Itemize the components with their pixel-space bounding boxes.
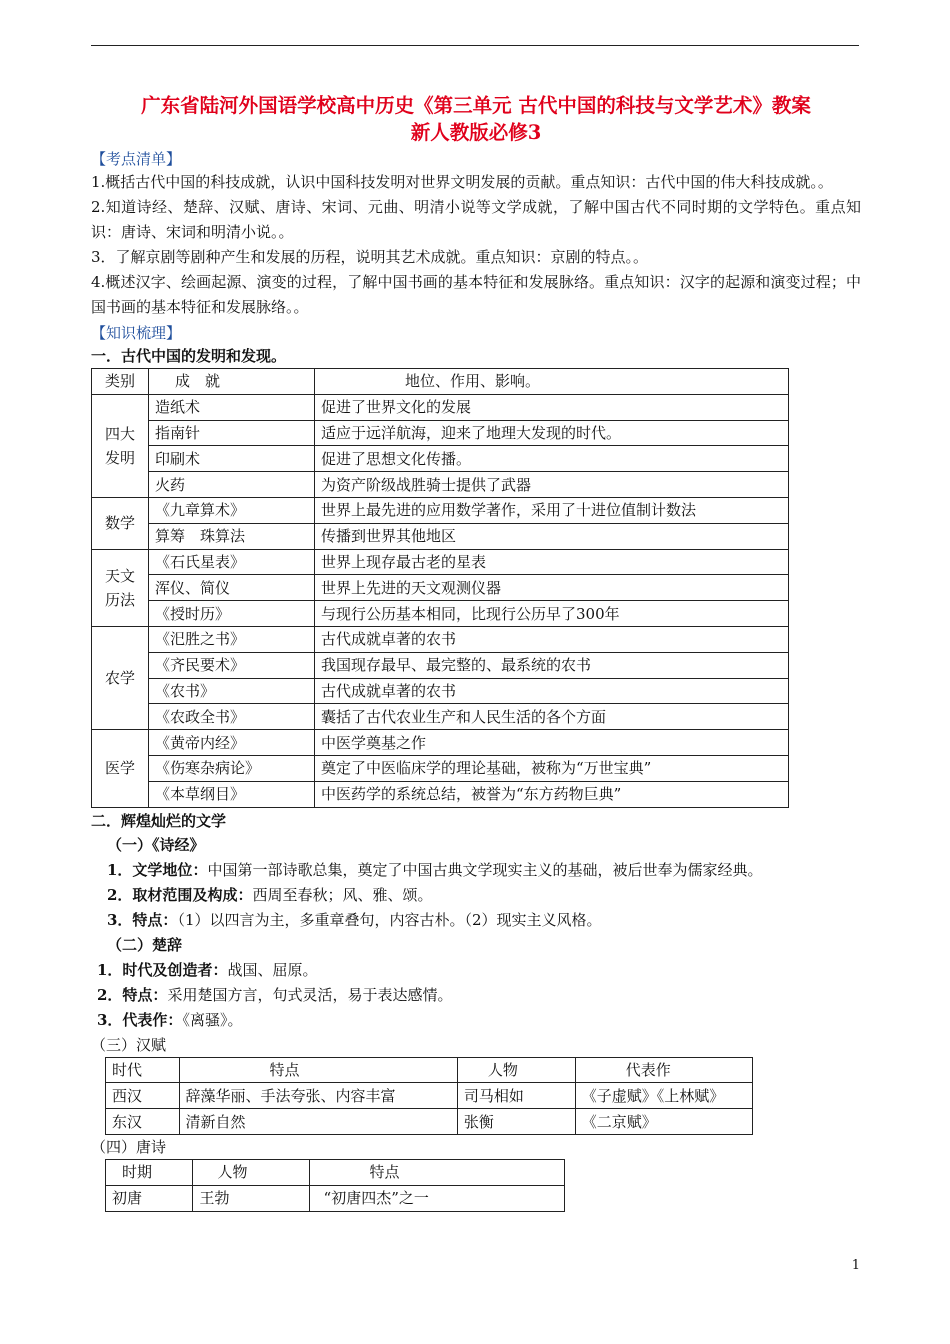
header-rule bbox=[91, 45, 859, 46]
shijing-item-label: 3．特点： bbox=[107, 910, 178, 929]
document-title-line1: 广东省陆河外国语学校高中历史《第三单元 古代中国的科技与文学艺术》教案 bbox=[141, 94, 811, 117]
shijing-items bbox=[91, 858, 861, 933]
shijing-item-text: 中国第一部诗歌总集，奠定了中国古典文学现实主义的基础，被后世奉为儒家经典。 bbox=[207, 860, 763, 879]
tangshi-header-cell: 特点 bbox=[309, 1159, 564, 1185]
checklist-items bbox=[91, 170, 861, 320]
impact-cell: 我国现存最早、最完整的、最系统的农书 bbox=[315, 652, 789, 678]
chuci-item bbox=[97, 1008, 861, 1033]
section2-heading: 二．辉煌灿烂的文学 bbox=[91, 811, 227, 830]
hanfu-cell: 《子虚赋》《上林赋》 bbox=[575, 1083, 752, 1109]
impact-cell: 传播到世界其他地区 bbox=[315, 523, 789, 549]
hanfu-header-row bbox=[106, 1057, 753, 1083]
tangshi-row bbox=[106, 1185, 565, 1211]
inventions-table bbox=[91, 368, 789, 808]
chuci-item-text: 战国、屈原。 bbox=[227, 960, 318, 979]
tangshi-heading: （四）唐诗 bbox=[91, 1137, 167, 1156]
table-row bbox=[92, 394, 789, 420]
category-cell: 四大 发明 bbox=[92, 394, 149, 497]
chuci-item bbox=[97, 958, 861, 983]
achievement-cell: 《石氏星表》 bbox=[149, 549, 315, 575]
hanfu-header-cell: 时代 bbox=[106, 1057, 180, 1083]
impact-cell: 中医药学的系统总结，被誉为“东方药物巨典” bbox=[315, 781, 789, 807]
shijing-item bbox=[107, 908, 861, 933]
impact-cell: 中医学奠基之作 bbox=[315, 730, 789, 756]
achievement-cell: 印刷术 bbox=[149, 446, 315, 472]
shijing-item bbox=[107, 858, 861, 883]
achievement-cell: 《农书》 bbox=[149, 678, 315, 704]
impact-cell: 囊括了古代农业生产和人民生活的各个方面 bbox=[315, 704, 789, 730]
table-row bbox=[92, 626, 789, 652]
hanfu-cell: 辞藻华丽、手法夸张、内容丰富 bbox=[179, 1083, 457, 1109]
shijing-heading: （一）《诗经》 bbox=[107, 835, 205, 854]
achievement-cell: 《汜胜之书》 bbox=[149, 626, 315, 652]
document-body bbox=[91, 92, 861, 1212]
impact-cell: 古代成就卓著的农书 bbox=[315, 678, 789, 704]
table-row bbox=[92, 704, 789, 730]
hanfu-heading: （三）汉赋 bbox=[91, 1035, 167, 1054]
tangshi-cell: 王勃 bbox=[193, 1185, 309, 1211]
tangshi-table bbox=[105, 1159, 565, 1212]
chuci-item-label: 1．时代及创造者： bbox=[97, 960, 228, 979]
achievement-cell: 《黄帝内经》 bbox=[149, 730, 315, 756]
section1-heading: 一．古代中国的发明和发现。 bbox=[91, 347, 287, 365]
hanfu-cell: 西汉 bbox=[106, 1083, 180, 1109]
achievement-cell: 《齐民要术》 bbox=[149, 652, 315, 678]
hanfu-header-cell: 代表作 bbox=[575, 1057, 752, 1083]
impact-cell: 与现行公历基本相同，比现行公历早了300年 bbox=[315, 601, 789, 627]
tangshi-cell: 初唐 bbox=[106, 1185, 193, 1211]
achievement-cell: 指南针 bbox=[149, 420, 315, 446]
table-row bbox=[92, 755, 789, 781]
shijing-item-text: 西周至春秋；风、雅、颂。 bbox=[252, 885, 433, 904]
chuci-items bbox=[91, 958, 861, 1033]
hanfu-cell: 司马相如 bbox=[457, 1083, 575, 1109]
category-cell: 数学 bbox=[92, 497, 149, 549]
table-row bbox=[92, 678, 789, 704]
checklist-tag: 【考点清单】 bbox=[91, 150, 182, 168]
achievement-cell: 《本草纲目》 bbox=[149, 781, 315, 807]
chuci-item-text: 《离骚》。 bbox=[182, 1010, 243, 1029]
hanfu-header-cell: 特点 bbox=[179, 1057, 457, 1083]
table-row bbox=[92, 549, 789, 575]
achievement-cell: 算筹 珠算法 bbox=[149, 523, 315, 549]
impact-cell: 世界上最先进的应用数学著作，采用了十进位值制计数法 bbox=[315, 497, 789, 523]
tangshi-header-cell: 时期 bbox=[106, 1159, 193, 1185]
knowledge-tag: 【知识梳理】 bbox=[91, 324, 182, 342]
table-row bbox=[92, 781, 789, 807]
table-row bbox=[92, 730, 789, 756]
hanfu-cell: 张衡 bbox=[457, 1109, 575, 1135]
hanfu-cell: 清新自然 bbox=[179, 1109, 457, 1135]
shijing-item-text: （1）以四言为主，多重章叠句，内容古朴。（2）现实主义风格。 bbox=[177, 910, 602, 929]
achievement-cell: 《九章算术》 bbox=[149, 497, 315, 523]
impact-cell: 世界上现存最古老的星表 bbox=[315, 549, 789, 575]
table-row bbox=[92, 652, 789, 678]
tangshi-cell: “初唐四杰”之一 bbox=[309, 1185, 564, 1211]
impact-cell: 为资产阶级战胜骑士提供了武器 bbox=[315, 472, 789, 498]
hanfu-cell: 东汉 bbox=[106, 1109, 180, 1135]
shijing-item-label: 1．文学地位： bbox=[107, 860, 208, 879]
table-row bbox=[92, 523, 789, 549]
achievement-cell: 《授时历》 bbox=[149, 601, 315, 627]
achievement-cell: 火药 bbox=[149, 472, 315, 498]
table-row bbox=[92, 575, 789, 601]
hanfu-cell: 《二京赋》 bbox=[575, 1109, 752, 1135]
chuci-item-label: 3．代表作： bbox=[97, 1010, 183, 1029]
table-header-cell: 成 就 bbox=[149, 369, 315, 395]
hanfu-row bbox=[106, 1109, 753, 1135]
category-cell: 农学 bbox=[92, 626, 149, 729]
category-cell: 天文 历法 bbox=[92, 549, 149, 626]
impact-cell: 古代成就卓著的农书 bbox=[315, 626, 789, 652]
table-header-row bbox=[92, 369, 789, 395]
table-row bbox=[92, 420, 789, 446]
achievement-cell: 造纸术 bbox=[149, 394, 315, 420]
tangshi-header-row bbox=[106, 1159, 565, 1185]
checklist-item: 2.知道诗经、楚辞、汉赋、唐诗、宋词、元曲、明清小说等文学成就，了解中国古代不同时期的文学特色。重点知识：唐诗、宋词和明清小说。。 bbox=[91, 198, 861, 241]
shijing-item bbox=[107, 883, 861, 908]
achievement-cell: 《农政全书》 bbox=[149, 704, 315, 730]
category-cell: 医学 bbox=[92, 730, 149, 807]
hanfu-header-cell: 人物 bbox=[457, 1057, 575, 1083]
page-number: 1 bbox=[851, 1258, 860, 1273]
hanfu-row bbox=[106, 1083, 753, 1109]
chuci-heading: （二）楚辞 bbox=[107, 935, 183, 954]
impact-cell: 适应于远洋航海，迎来了地理大发现的时代。 bbox=[315, 420, 789, 446]
checklist-item: 1.概括古代中国的科技成就，认识中国科技发明对世界文明发展的贡献。重点知识：古代中国的伟大科技成就。。 bbox=[91, 173, 833, 191]
table-header-cell: 类别 bbox=[92, 369, 149, 395]
achievement-cell: 《伤寒杂病论》 bbox=[149, 755, 315, 781]
tangshi-header-cell: 人物 bbox=[193, 1159, 309, 1185]
table-row bbox=[92, 446, 789, 472]
table-row bbox=[92, 601, 789, 627]
chuci-item bbox=[97, 983, 861, 1008]
table-header-cell: 地位、作用、影响。 bbox=[315, 369, 789, 395]
table-row bbox=[92, 497, 789, 523]
impact-cell: 促进了思想文化传播。 bbox=[315, 446, 789, 472]
impact-cell: 世界上先进的天文观测仪器 bbox=[315, 575, 789, 601]
shijing-item-label: 2．取材范围及构成： bbox=[107, 885, 253, 904]
chuci-item-text: 采用楚国方言，句式灵活，易于表达感情。 bbox=[167, 985, 453, 1004]
document-title-line2: 新人教版必修3 bbox=[410, 121, 542, 144]
table-row bbox=[92, 472, 789, 498]
checklist-item: 3．了解京剧等剧种产生和发展的历程，说明其艺术成就。重点知识：京剧的特点。。 bbox=[91, 248, 649, 266]
impact-cell: 促进了世界文化的发展 bbox=[315, 394, 789, 420]
hanfu-table bbox=[105, 1057, 753, 1135]
checklist-item: 4.概述汉字、绘画起源、演变的过程，了解中国书画的基本特征和发展脉络。重点知识：汉字的起源和演变过程；中国书画的基本特征和发展脉络。。 bbox=[91, 273, 861, 316]
impact-cell: 奠定了中医临床学的理论基础，被称为“万世宝典” bbox=[315, 755, 789, 781]
achievement-cell: 浑仪、简仪 bbox=[149, 575, 315, 601]
chuci-item-label: 2．特点： bbox=[97, 985, 168, 1004]
